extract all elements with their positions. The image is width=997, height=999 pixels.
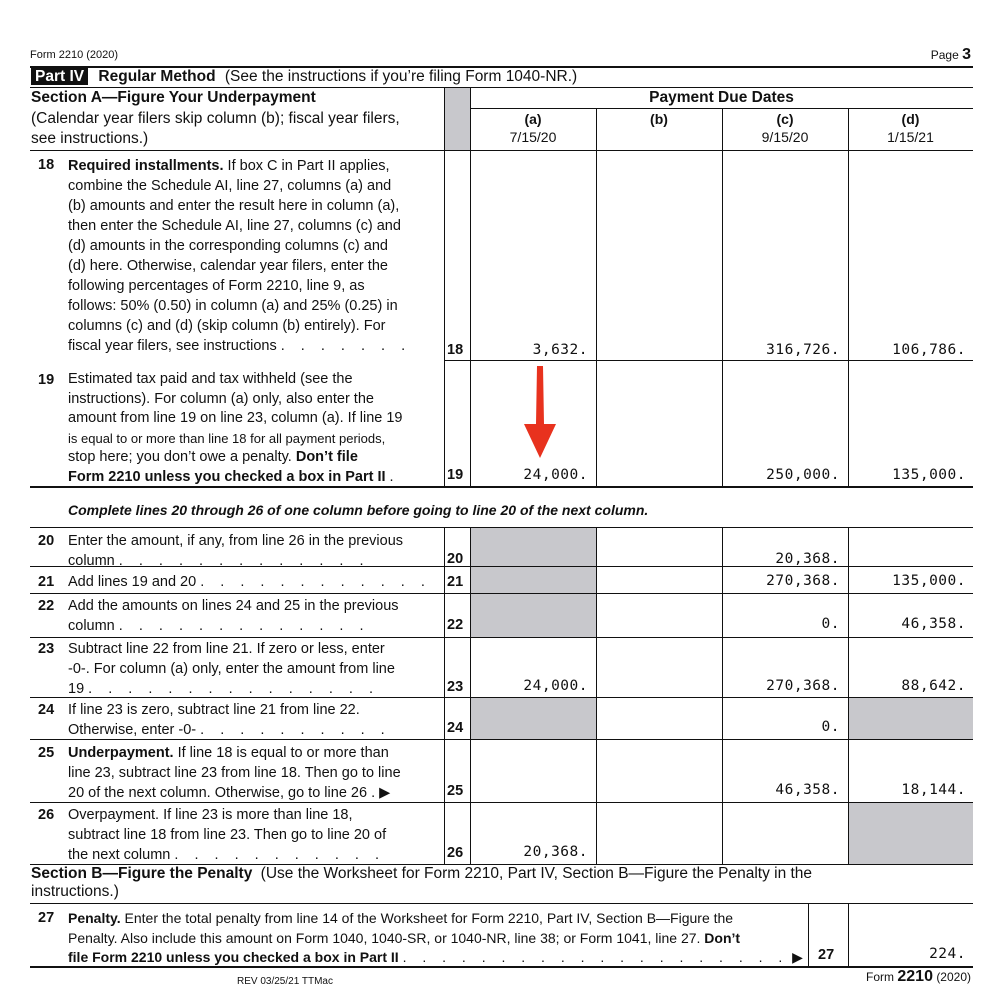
line-19-num: 19 — [38, 372, 55, 388]
text: (d) here. Otherwise, calendar year filers, enter the — [68, 258, 388, 274]
footer-form-id — [866, 968, 971, 986]
line-27-text — [68, 909, 808, 968]
text: combine the Schedule AI, line 27, columns (a) and — [68, 178, 392, 194]
text: following percentages of Form 2210, line 9, as — [68, 278, 365, 294]
col-d-header — [848, 110, 973, 146]
line-22-col-d: 46,358. — [901, 616, 966, 632]
line-24-box: 24 — [447, 720, 464, 736]
rule — [848, 108, 849, 486]
line-18-col-a: 3,632. — [532, 342, 588, 358]
line-24-col-c: 0. — [821, 719, 840, 735]
leader-dots: . . . . . . . . . . . — [174, 847, 386, 863]
part-iv-heading — [31, 68, 577, 86]
rule — [30, 150, 973, 151]
line-18-box: 18 — [447, 342, 464, 358]
text: (b) amounts and enter the result here in column (a), — [68, 198, 400, 214]
part-iv-title: Regular Method — [98, 68, 216, 85]
line-23-col-a: 24,000. — [523, 678, 588, 694]
rule — [722, 108, 723, 486]
text: Form — [866, 970, 895, 984]
shaded-cell — [849, 698, 973, 739]
text: (2020) — [936, 970, 971, 984]
line-20-text — [68, 531, 438, 571]
text: Add the amounts on lines 24 and 25 in the previous — [68, 598, 399, 614]
text: If line 23 is zero, subtract line 21 from line 22. — [68, 702, 360, 718]
text: Form 2210 unless you checked a box in Part II — [68, 468, 386, 485]
line-27-penalty-value: 224. — [929, 946, 966, 962]
part-iv-note: (See the instructions if you’re filing Form 1040-NR.) — [224, 68, 578, 85]
line-18-col-c: 316,726. — [766, 342, 840, 358]
rule — [444, 360, 973, 361]
text: fiscal year filers, see instructions — [68, 338, 277, 354]
line-26-col-a: 20,368. — [523, 844, 588, 860]
text: instructions). For column (a) only, also enter the — [68, 390, 374, 407]
rule — [30, 486, 973, 488]
text: columns (c) and (d) (skip column (b) entirely). For — [68, 318, 386, 334]
shaded-cell — [471, 528, 596, 566]
section-a-subtitle-1: (Calendar year filers skip column (b); fiscal year filers, — [31, 110, 400, 127]
line-23-num: 23 — [38, 641, 55, 657]
page-num-value: 3 — [962, 46, 971, 63]
line-21-text — [68, 572, 438, 592]
text: If line 18 is equal to or more than — [173, 745, 389, 761]
leader-dots: . . . . . . . . . . — [200, 722, 391, 738]
text: Penalty. — [68, 910, 121, 926]
col-a-header — [470, 110, 596, 146]
line-23-col-c: 270,368. — [766, 678, 840, 694]
rule — [444, 88, 445, 486]
text: Enter the amount, if any, from line 26 in the previous — [68, 533, 404, 549]
line-18-bold: Required installments. — [68, 158, 224, 174]
text: -0-. For column (a) only, enter the amount from line — [68, 661, 395, 677]
line-25-col-c: 46,358. — [775, 782, 840, 798]
line-21-col-d: 135,000. — [892, 573, 966, 589]
line-23-col-d: 88,642. — [901, 678, 966, 694]
col-label: (d) — [901, 111, 920, 127]
section-a-title: Section A—Figure Your Underpayment — [31, 89, 316, 106]
line-24-text — [68, 700, 438, 740]
line-26-text — [68, 805, 440, 865]
leader-dots: . . . . . . . . . . . . . . . — [88, 681, 380, 697]
rule — [30, 966, 973, 968]
text: stop here; you don’t owe a penalty. — [68, 449, 292, 465]
form-id: Form 2210 (2020) — [30, 49, 119, 61]
line-27-box: 27 — [818, 947, 835, 963]
line-24-num: 24 — [38, 702, 55, 718]
shaded-cell — [849, 803, 973, 864]
text: follows: 50% (0.50) in column (a) and 25% (0.25) in — [68, 298, 398, 314]
rule — [808, 903, 809, 966]
rule — [30, 593, 973, 594]
line-22-num: 22 — [38, 598, 55, 614]
rule — [596, 527, 597, 864]
rule — [596, 108, 597, 486]
shaded-cell — [471, 567, 596, 593]
col-c-header — [722, 110, 848, 146]
leader-dots: . — [371, 785, 376, 801]
text: Subtract line 22 from line 21. If zero or less, enter — [68, 641, 385, 657]
line-25-num: 25 — [38, 745, 55, 761]
line-19-col-a: 24,000. — [523, 467, 588, 483]
line-19-box: 19 — [447, 467, 464, 483]
shaded-cell — [471, 594, 596, 637]
line-20-col-c: 20,368. — [775, 551, 840, 567]
rule — [30, 903, 973, 904]
text: Don’t file — [291, 449, 358, 465]
col-label: (b) — [650, 111, 668, 127]
revision-note: REV 03/25/21 TTMac — [237, 976, 333, 987]
rule — [444, 527, 445, 864]
line-20-box: 20 — [447, 551, 464, 567]
text: (d) amounts in the corresponding columns (c) and — [68, 238, 388, 254]
section-b-heading — [31, 865, 812, 883]
col-label: (c) — [776, 111, 794, 127]
leader-dots: . — [389, 468, 394, 485]
text: Overpayment. If line 23 is more than line 18, — [68, 807, 353, 823]
rule — [30, 87, 973, 88]
line-19-text — [68, 370, 436, 487]
shaded-cell — [471, 698, 596, 739]
line-23-box: 23 — [447, 679, 464, 695]
part-iv-label: Part IV — [31, 68, 88, 85]
col-date: 7/15/20 — [509, 129, 557, 145]
line-26-box: 26 — [447, 845, 464, 861]
arrow-right-icon: ▶ — [379, 785, 391, 801]
text: 19 — [68, 681, 85, 697]
line-26-num: 26 — [38, 807, 55, 823]
text: then enter the Schedule AI, line 27, columns (c) and — [68, 218, 401, 234]
rule — [30, 637, 973, 638]
text: Penalty. Also include this amount on Form 1040, 1040-SR, or 1040-NR, line 38; or Form 1041, line 27. — [68, 929, 701, 946]
line-21-box: 21 — [447, 574, 464, 590]
text: Don’t — [700, 929, 741, 946]
section-b-title: Section B—Figure the Penalty — [31, 865, 253, 882]
line-20-num: 20 — [38, 533, 55, 549]
text: column — [68, 553, 115, 569]
leader-dots: . . . . . . . — [280, 338, 412, 354]
line-21-col-c: 270,368. — [766, 573, 840, 589]
text: subtract line 18 from line 23. Then go to line 20 of — [68, 827, 387, 843]
line-22-box: 22 — [447, 617, 464, 633]
leader-dots: . . . . . . . . . . . . . . . . . . . . — [402, 949, 789, 965]
text: line 23, subtract line 23 from line 18. Then go to line — [68, 765, 401, 781]
section-b-note: (Use the Worksheet for Form 2210, Part IV, Section B—Figure the Penalty in the — [260, 865, 813, 882]
text: Enter the total penalty from line 14 of the Worksheet for Form 2210, Part IV, Section B—Figure the — [120, 910, 734, 926]
line-18-text — [68, 156, 436, 356]
text: 20 of the next column. Otherwise, go to line 26 — [68, 785, 368, 801]
leader-dots: . . . . . . . . . . . . . — [118, 618, 370, 634]
text: If box C in Part II applies, — [223, 158, 390, 174]
leader-dots: . . . . . . . . . . . . — [200, 574, 431, 590]
red-arrow-icon — [520, 366, 560, 462]
line-18-col-d: 106,786. — [892, 342, 966, 358]
line-25-box: 25 — [447, 783, 464, 799]
rule — [470, 88, 471, 486]
section-a-subtitle-2: see instructions.) — [31, 130, 149, 147]
line-21-num: 21 — [38, 574, 55, 590]
text: Otherwise, enter -0- — [68, 722, 197, 738]
text: Estimated tax paid and tax withheld (see the — [68, 371, 353, 387]
line-22-col-c: 0. — [821, 616, 840, 632]
text: Add lines 19 and 20 — [68, 574, 197, 590]
page-number — [931, 46, 971, 64]
shaded-cell — [444, 88, 470, 150]
text: Underpayment. — [68, 745, 174, 761]
arrow-right-icon: ▶ — [792, 949, 803, 965]
leader-dots: . . . . . . . . . . . . . — [118, 553, 370, 569]
text: 2210 — [897, 968, 933, 985]
line-22-text — [68, 596, 438, 636]
text: is equal to or more than line 18 for all payment periods, — [68, 430, 386, 446]
line-19-col-d: 135,000. — [892, 467, 966, 483]
line-18-num: 18 — [38, 157, 55, 173]
line-25-text — [68, 743, 440, 803]
section-b-note-2: instructions.) — [31, 883, 119, 900]
line-25-col-d: 18,144. — [901, 782, 966, 798]
payment-due-dates-heading: Payment Due Dates — [649, 89, 794, 106]
text: file Form 2210 unless you checked a box in Part II — [68, 949, 399, 965]
text: column — [68, 618, 115, 634]
column-instruction: Complete lines 20 through 26 of one column before going to line 20 of the next column. — [68, 502, 649, 518]
text: amount from line 19 on line 23, column (a). If line 19 — [68, 410, 403, 426]
line-23-text — [68, 639, 438, 699]
col-label: (a) — [524, 111, 542, 127]
col-date: 1/15/21 — [887, 129, 934, 145]
page-label: Page — [930, 48, 959, 62]
line-19-col-c: 250,000. — [766, 467, 840, 483]
col-b-header — [596, 110, 722, 128]
text: the next column — [68, 847, 171, 863]
col-date: 9/15/20 — [761, 129, 809, 145]
line-27-num: 27 — [38, 910, 55, 926]
